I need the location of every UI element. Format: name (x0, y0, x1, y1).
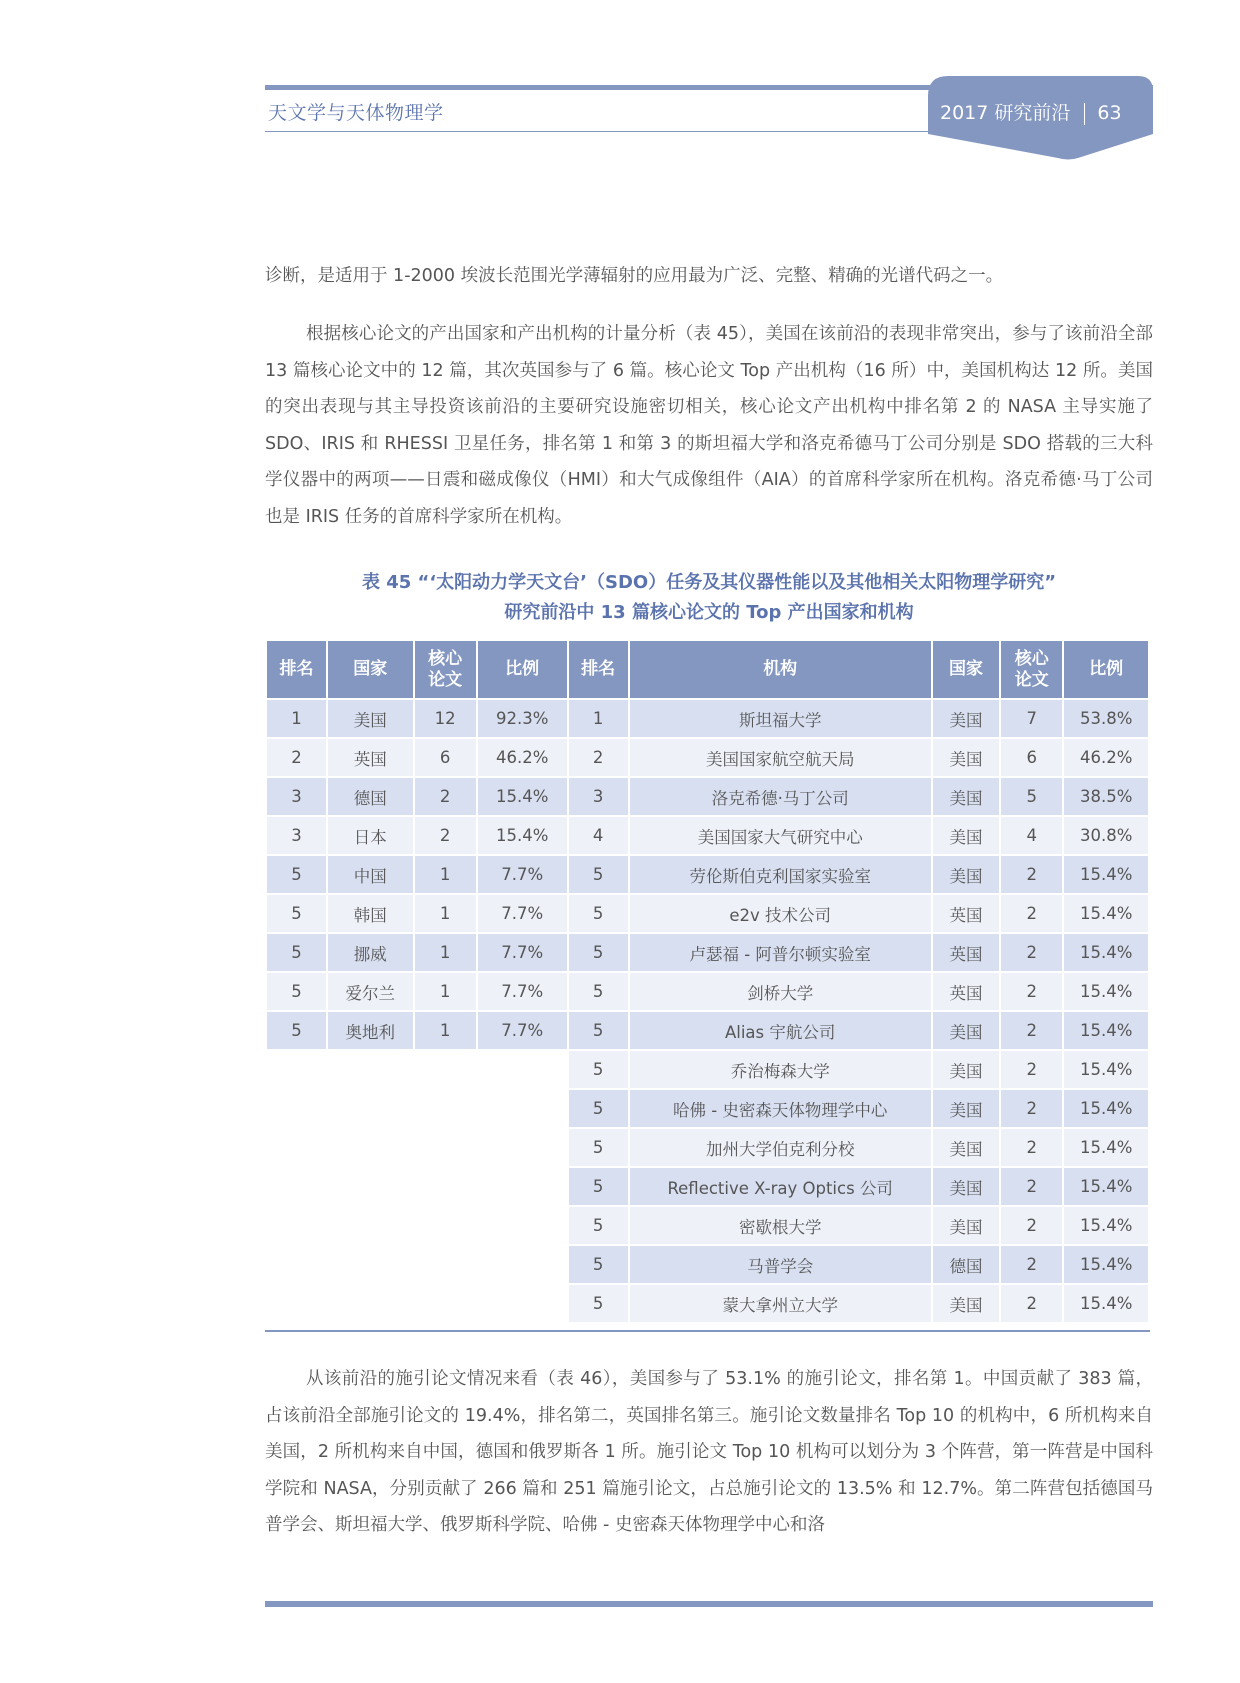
institution-rank-cell: 5 (569, 1129, 628, 1166)
country-name-cell (328, 1207, 413, 1244)
institution-country-cell: 美国 (933, 778, 999, 815)
header-institution: 机构 (630, 641, 931, 698)
country-rank-cell: 5 (267, 856, 326, 893)
country-rank-cell (267, 1285, 326, 1322)
country-papers-cell (415, 1246, 476, 1283)
country-name-cell: 美国 (328, 700, 413, 737)
institution-name-cell: 美国国家航空航天局 (630, 739, 931, 776)
institution-rank-cell: 5 (569, 973, 628, 1010)
institution-papers-cell: 2 (1001, 1207, 1062, 1244)
institution-ratio-cell: 15.4% (1064, 1168, 1148, 1205)
institution-ratio-cell: 15.4% (1064, 1090, 1148, 1127)
institution-name-cell: 蒙大拿州立大学 (630, 1285, 931, 1322)
header-rule (265, 131, 945, 132)
footer-bar (265, 1601, 1153, 1607)
institution-ratio-cell: 53.8% (1064, 700, 1148, 737)
institution-rank-cell: 5 (569, 1090, 628, 1127)
institution-papers-cell: 2 (1001, 856, 1062, 893)
country-rank-cell: 5 (267, 934, 326, 971)
institution-country-cell: 英国 (933, 895, 999, 932)
institution-country-cell: 美国 (933, 817, 999, 854)
institution-rank-cell: 5 (569, 856, 628, 893)
paragraph-3: 从该前沿的施引论文情况来看（表 46），美国参与了 53.1% 的施引论文，排名第 1。中国贡献了 383 篇，占该前沿全部施引论文的 19.4%，排名第二，英国排名第三。施引论文数量排名 Top 10 的机构中，6 所机构来自美国，2 所机构来自中国，德国和俄罗斯各 1 所。施引论文 Top 10 机构可以划分为 3 个阵营，第一阵营是中国科学院和 NASA，分别贡献了 266 篇和 251 篇施引论文，占总施引论文的 13.5% 和 12.7%。第二阵营包括德国马普学会、斯坦福大学、俄罗斯科学院、哈佛 - 史密森天体物理学中心和洛 (265, 1369, 1153, 1535)
institution-ratio-cell: 15.4% (1064, 1012, 1148, 1049)
institution-papers-cell: 6 (1001, 739, 1062, 776)
country-name-cell (328, 1168, 413, 1205)
institution-rank-cell: 5 (569, 895, 628, 932)
country-name-cell: 奥地利 (328, 1012, 413, 1049)
country-ratio-cell: 15.4% (478, 778, 567, 815)
header-ratio: 比例 (478, 641, 567, 698)
country-rank-cell (267, 1246, 326, 1283)
country-ratio-cell: 7.7% (478, 856, 567, 893)
institution-country-cell: 美国 (933, 700, 999, 737)
institution-ratio-cell: 15.4% (1064, 895, 1148, 932)
institution-papers-cell: 2 (1001, 973, 1062, 1010)
table-row (267, 700, 1148, 737)
institution-rank-cell: 5 (569, 1246, 628, 1283)
header-institution-ratio: 比例 (1064, 641, 1148, 698)
country-ratio-cell (478, 1051, 567, 1088)
table-caption-line-2: 研究前沿中 13 篇核心论文的 Top 产出国家和机构 (504, 602, 914, 623)
table-caption-line-1: 表 45 “‘太阳动力学天文台’（SDO）任务及其仪器性能以及其他相关太阳物理学研究” (361, 572, 1057, 593)
table-bottom-rule (265, 1330, 1150, 1332)
country-ratio-cell: 92.3% (478, 700, 567, 737)
institution-name-cell: e2v 技术公司 (630, 895, 931, 932)
institution-papers-cell: 2 (1001, 1090, 1062, 1127)
section-title: 天文学与天体物理学 (268, 102, 444, 124)
country-name-cell (328, 1285, 413, 1322)
institution-papers-cell: 2 (1001, 934, 1062, 971)
country-name-cell (328, 1090, 413, 1127)
header-separator (1084, 103, 1085, 125)
header-rank-institution: 排名 (569, 641, 628, 698)
institution-country-cell: 德国 (933, 1246, 999, 1283)
country-rank-cell (267, 1207, 326, 1244)
institution-name-cell: 洛克希德·马丁公司 (630, 778, 931, 815)
country-name-cell: 爱尔兰 (328, 973, 413, 1010)
table-row (267, 895, 1148, 932)
institution-rank-cell: 5 (569, 1168, 628, 1205)
institution-ratio-cell: 15.4% (1064, 1207, 1148, 1244)
country-rank-cell: 5 (267, 1012, 326, 1049)
header-core-papers-line-2: 论文 (428, 669, 463, 690)
core-papers-table (265, 639, 1150, 1324)
country-papers-cell: 1 (415, 934, 476, 971)
country-rank-cell: 5 (267, 895, 326, 932)
country-ratio-cell (478, 1168, 567, 1205)
institution-country-cell: 美国 (933, 1090, 999, 1127)
institution-papers-cell: 2 (1001, 895, 1062, 932)
country-rank-cell (267, 1051, 326, 1088)
table-row (267, 1207, 1148, 1244)
institution-name-cell: 剑桥大学 (630, 973, 931, 1010)
table-row (267, 1129, 1148, 1166)
country-papers-cell: 6 (415, 739, 476, 776)
country-rank-cell: 3 (267, 778, 326, 815)
institution-ratio-cell: 15.4% (1064, 934, 1148, 971)
table-row (267, 1246, 1148, 1283)
country-ratio-cell (478, 1207, 567, 1244)
institution-papers-cell: 2 (1001, 1129, 1062, 1166)
header-institution-core-papers-line-2: 论文 (1014, 669, 1049, 690)
institution-papers-cell: 5 (1001, 778, 1062, 815)
institution-rank-cell: 5 (569, 1285, 628, 1322)
table-row (267, 1285, 1148, 1322)
institution-papers-cell: 2 (1001, 1168, 1062, 1205)
header-institution-core-papers (1001, 641, 1062, 698)
table-row (267, 934, 1148, 971)
country-papers-cell: 1 (415, 856, 476, 893)
country-papers-cell (415, 1168, 476, 1205)
country-name-cell: 德国 (328, 778, 413, 815)
country-papers-cell: 1 (415, 895, 476, 932)
institution-papers-cell: 7 (1001, 700, 1062, 737)
institution-ratio-cell: 30.8% (1064, 817, 1148, 854)
country-papers-cell: 1 (415, 1012, 476, 1049)
header-core-papers-line-1: 核心 (428, 648, 463, 669)
header-tab-text (940, 98, 1150, 125)
institution-country-cell: 美国 (933, 1168, 999, 1205)
country-name-cell: 英国 (328, 739, 413, 776)
institution-ratio-cell: 15.4% (1064, 973, 1148, 1010)
country-papers-cell (415, 1090, 476, 1127)
table-row (267, 1168, 1148, 1205)
country-ratio-cell: 7.7% (478, 934, 567, 971)
institution-papers-cell: 2 (1001, 1051, 1062, 1088)
country-name-cell (328, 1246, 413, 1283)
institution-rank-cell: 5 (569, 1207, 628, 1244)
header-tab (928, 76, 1153, 166)
institution-ratio-cell: 46.2% (1064, 739, 1148, 776)
table-row (267, 739, 1148, 776)
institution-name-cell: 加州大学伯克利分校 (630, 1129, 931, 1166)
institution-ratio-cell: 38.5% (1064, 778, 1148, 815)
institution-name-cell: 斯坦福大学 (630, 700, 931, 737)
country-name-cell: 韩国 (328, 895, 413, 932)
report-title: 2017 研究前沿 (940, 102, 1071, 124)
country-name-cell (328, 1051, 413, 1088)
institution-name-cell: 马普学会 (630, 1246, 931, 1283)
country-papers-cell: 2 (415, 778, 476, 815)
institution-name-cell: 密歇根大学 (630, 1207, 931, 1244)
country-papers-cell: 12 (415, 700, 476, 737)
table-row (267, 778, 1148, 815)
institution-country-cell: 美国 (933, 1207, 999, 1244)
institution-country-cell: 英国 (933, 973, 999, 1010)
table-row (267, 856, 1148, 893)
table-row (267, 1051, 1148, 1088)
page-number: 63 (1097, 102, 1122, 124)
institution-name-cell: 乔治梅森大学 (630, 1051, 931, 1088)
country-ratio-cell (478, 1285, 567, 1322)
country-papers-cell (415, 1051, 476, 1088)
institution-papers-cell: 4 (1001, 817, 1062, 854)
institution-papers-cell: 2 (1001, 1012, 1062, 1049)
country-ratio-cell (478, 1090, 567, 1127)
paragraph-1: 诊断，是适用于 1-2000 埃波长范围光学薄辐射的应用最为广泛、完整、精确的光谱代码之一。 (265, 266, 1004, 286)
header-institution-core-papers-line-1: 核心 (1014, 648, 1049, 669)
institution-name-cell: 哈佛 - 史密森天体物理学中心 (630, 1090, 931, 1127)
country-rank-cell: 3 (267, 817, 326, 854)
table-row (267, 1012, 1148, 1049)
country-ratio-cell: 7.7% (478, 1012, 567, 1049)
country-rank-cell (267, 1090, 326, 1127)
country-rank-cell: 2 (267, 739, 326, 776)
institution-country-cell: 美国 (933, 1012, 999, 1049)
institution-country-cell: 美国 (933, 1285, 999, 1322)
institution-rank-cell: 2 (569, 739, 628, 776)
table-header-row (267, 641, 1148, 698)
institution-country-cell: 美国 (933, 856, 999, 893)
institution-papers-cell: 2 (1001, 1285, 1062, 1322)
country-papers-cell (415, 1129, 476, 1166)
institution-ratio-cell: 15.4% (1064, 1246, 1148, 1283)
institution-ratio-cell: 15.4% (1064, 1129, 1148, 1166)
institution-name-cell: Alias 宇航公司 (630, 1012, 931, 1049)
country-name-cell: 中国 (328, 856, 413, 893)
institution-ratio-cell: 15.4% (1064, 1285, 1148, 1322)
institution-name-cell: 美国国家大气研究中心 (630, 817, 931, 854)
country-ratio-cell (478, 1129, 567, 1166)
institution-ratio-cell: 15.4% (1064, 1051, 1148, 1088)
institution-rank-cell: 3 (569, 778, 628, 815)
header-country: 国家 (328, 641, 413, 698)
country-rank-cell: 5 (267, 973, 326, 1010)
table-caption (265, 568, 1153, 628)
institution-country-cell: 英国 (933, 934, 999, 971)
header-core-papers (415, 641, 476, 698)
institution-rank-cell: 5 (569, 1012, 628, 1049)
country-rank-cell: 1 (267, 700, 326, 737)
institution-name-cell: 卢瑟福 - 阿普尔顿实验室 (630, 934, 931, 971)
institution-papers-cell: 2 (1001, 1246, 1062, 1283)
paragraph-2: 根据核心论文的产出国家和产出机构的计量分析（表 45），美国在该前沿的表现非常突出，参与了该前沿全部 13 篇核心论文中的 12 篇，其次英国参与了 6 篇。核心论文 Top 产出机构（16 所）中，美国机构达 12 所。美国的突出表现与其主导投资该前沿的主要研究设施密切相关，核心论文产出机构中排名第 2 的 NASA 主导实施了 SDO、IRIS 和 RHESSI 卫星任务，排名第 1 和第 3 的斯坦福大学和洛克希德马丁公司分别是 SDO 搭载的三大科学仪器中的两项——日震和磁成像仪（HMI）和大气成像组件（AIA）的首席科学家所在机构。洛克希德·马丁公司也是 IRIS 任务的首席科学家所在机构。 (265, 324, 1153, 527)
header-institution-country: 国家 (933, 641, 999, 698)
header-rank: 排名 (267, 641, 326, 698)
country-ratio-cell (478, 1246, 567, 1283)
country-ratio-cell: 15.4% (478, 817, 567, 854)
country-papers-cell: 2 (415, 817, 476, 854)
institution-rank-cell: 5 (569, 934, 628, 971)
country-ratio-cell: 46.2% (478, 739, 567, 776)
country-papers-cell: 1 (415, 973, 476, 1010)
country-name-cell: 挪威 (328, 934, 413, 971)
institution-rank-cell: 5 (569, 1051, 628, 1088)
table-row (267, 817, 1148, 854)
country-papers-cell (415, 1207, 476, 1244)
institution-rank-cell: 1 (569, 700, 628, 737)
country-ratio-cell: 7.7% (478, 973, 567, 1010)
country-ratio-cell: 7.7% (478, 895, 567, 932)
institution-ratio-cell: 15.4% (1064, 856, 1148, 893)
table-row (267, 1090, 1148, 1127)
country-rank-cell (267, 1129, 326, 1166)
institution-rank-cell: 4 (569, 817, 628, 854)
institution-country-cell: 美国 (933, 739, 999, 776)
institution-country-cell: 美国 (933, 1129, 999, 1166)
institution-name-cell: 劳伦斯伯克利国家实验室 (630, 856, 931, 893)
institution-country-cell: 美国 (933, 1051, 999, 1088)
table-row (267, 973, 1148, 1010)
country-papers-cell (415, 1285, 476, 1322)
country-name-cell (328, 1129, 413, 1166)
country-name-cell: 日本 (328, 817, 413, 854)
institution-name-cell: Reflective X-ray Optics 公司 (630, 1168, 931, 1205)
country-rank-cell (267, 1168, 326, 1205)
